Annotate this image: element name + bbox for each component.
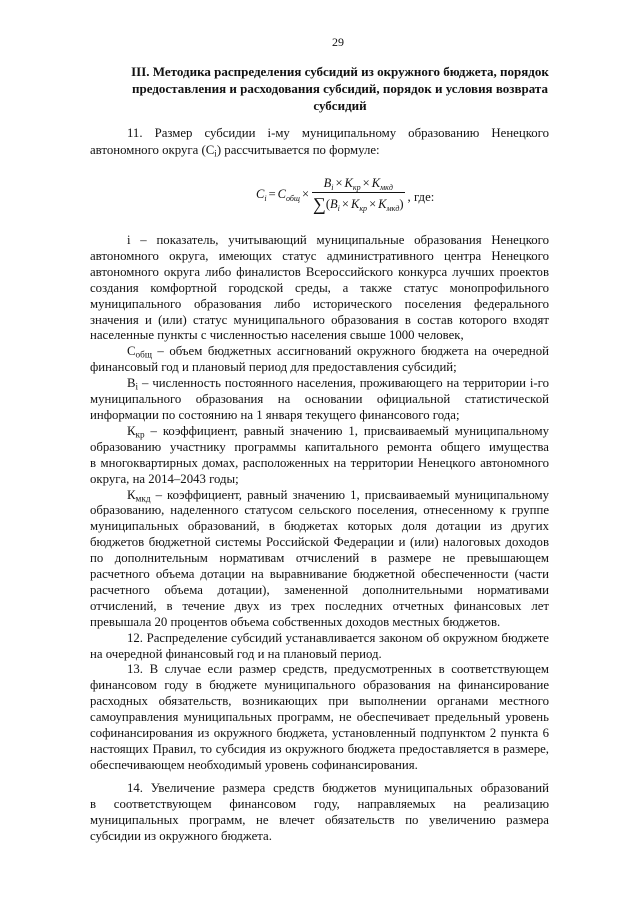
den-k2: K xyxy=(378,196,387,211)
den-b-sub: i xyxy=(337,203,340,213)
formula-definitions-and-clauses xyxy=(90,233,549,844)
definition-b-symbol: В xyxy=(127,376,136,391)
definition-c-total xyxy=(90,344,549,376)
definition-c-total-text: – объем бюджетных ассигнований окружного бюджета на очередной xyxy=(151,344,549,359)
clause-11 xyxy=(90,125,549,159)
clause-11-line-2 xyxy=(90,142,549,159)
definition-i-line-6: значения и (или) статус муниципального образования в состав которого входят xyxy=(90,312,549,327)
clause-12-line-2: на очередной финансовый год и на плановый период. xyxy=(90,646,382,661)
definition-b-line-2: муниципального образования на основании официальной статистической xyxy=(90,392,549,407)
definition-c-total-subscript: общ xyxy=(135,349,152,360)
subsidy-formula xyxy=(256,172,434,216)
num-times-2: × xyxy=(362,175,370,190)
definition-c-total-line-2: финансовый год и плановый период для предоставления субсидий; xyxy=(90,360,457,375)
definition-k-mkd xyxy=(90,488,549,631)
formula-numerator xyxy=(322,174,395,192)
den-times-1: × xyxy=(341,196,349,211)
definition-k-kr-line-1 xyxy=(90,424,549,440)
clause-12-line-1: 12. Распределение субсидий устанавливается законом об окружном бюджете xyxy=(127,630,549,645)
clause-14-line-2: в соответствующем финансовом году, направляемых на реализацию xyxy=(90,796,549,811)
definition-k-kr-symbol: К xyxy=(127,423,136,438)
formula-tail: , где: xyxy=(407,189,435,204)
num-k1: K xyxy=(344,175,353,190)
definition-k-kr xyxy=(90,424,549,488)
clause-11-line-2-rest: ) рассчитывается по формуле: xyxy=(216,143,380,157)
clause-11-line-2-text: автономного округа (С xyxy=(90,143,215,157)
clause-14 xyxy=(90,781,549,845)
definition-k-mkd-line-5: по дополнительным нормативам отчислений в размере не превышающем xyxy=(90,551,549,566)
formula-fraction xyxy=(312,174,405,215)
clause-14-line-3: муниципальных программ, не влечет обязательств по увеличению размера xyxy=(90,812,549,827)
den-open-paren: ( xyxy=(325,196,331,211)
definition-i-line-4: создания комфортной городской среды, а также статус монопрофильного xyxy=(90,280,549,295)
formula-lhs-symbol: C xyxy=(256,186,265,201)
num-k2: K xyxy=(371,175,381,190)
formula-lhs xyxy=(256,187,267,202)
definition-k-kr-subscript: кр xyxy=(135,429,145,440)
sum-symbol: ∑ xyxy=(313,193,326,214)
formula-total-symbol: C xyxy=(277,186,286,201)
den-k1-sub: кр xyxy=(359,203,368,213)
den-close-paren: ) xyxy=(399,196,404,211)
clause-13-line-4: самоуправления муниципальных программ, не обеспечивает предельный уровень xyxy=(90,710,549,725)
clause-13-line-1: 13. В случае если размер средств, предусмотренных в соответствующем xyxy=(127,662,549,677)
section-heading-line-3: субсидий xyxy=(313,98,367,113)
clause-13 xyxy=(90,662,549,773)
num-k1-sub: кр xyxy=(352,182,361,192)
num-times-1: × xyxy=(335,175,343,190)
definition-k-mkd-line-1 xyxy=(90,488,549,504)
formula-equals: = xyxy=(268,186,276,201)
definition-i-line-7: населенные пункты с численностью населения свыше 1000 человек, xyxy=(90,328,464,343)
section-heading xyxy=(100,63,580,114)
definition-b-line-3: информации по состоянию на 1 января текущего финансового года; xyxy=(90,407,460,422)
definition-i-line-1: i – показатель, учитывающий муниципальные образования Ненецкого xyxy=(127,233,549,247)
num-k2-sub: мкд xyxy=(380,182,393,192)
definition-i-line-2: автономного округа, имеющих статус административного центра Ненецкого xyxy=(90,248,549,263)
den-b: B xyxy=(330,196,338,211)
clause-13-line-7: обеспечивающем необходимый уровень софинансирования. xyxy=(90,757,418,772)
definition-k-kr-line-2: образованию участнику программы капитального ремонта общего имущества xyxy=(90,439,549,454)
formula-denominator xyxy=(312,192,405,215)
definition-c-total-symbol: С xyxy=(127,344,136,359)
clause-13-line-6: настоящих Правил, то субсидия из окружного бюджета предоставляется в размере, xyxy=(90,742,549,756)
clause-11-line-1: 11. Размер субсидии i-му муниципальному образованию Ненецкого xyxy=(127,126,549,140)
clause-11-subscript: i xyxy=(214,148,217,159)
formula-times: × xyxy=(301,186,310,201)
den-times-2: × xyxy=(369,196,377,211)
definition-k-mkd-line-2: образованию, наделенного статусом сельского поселения, отнесенному к группе xyxy=(90,503,549,518)
formula-lhs-subscript: i xyxy=(264,193,267,203)
definition-b-text: – численность постоянного населения, проживающего на территории i-го xyxy=(138,376,549,391)
definition-k-kr-line-4: округа, на 2014–2043 годы; xyxy=(90,471,239,486)
clause-13-line-5: софинансирования из окружного бюджета, установленный подпунктом 2 пункта 6 xyxy=(90,726,549,741)
definition-k-mkd-line-8: отчислений, в течение двух из трех последних отчетных финансовых лет xyxy=(90,598,549,613)
section-heading-line-2: предоставления и расходования субсидий, порядок и условия возврата xyxy=(132,81,548,96)
clause-14-line-4: субсидии из окружного бюджета. xyxy=(90,828,272,843)
definition-k-mkd-line-3: муниципальных образований, в бюджетах которых доля дотации из других xyxy=(90,519,549,534)
clause-12 xyxy=(90,631,549,663)
definition-i-line-3: автономного округа либо финалистов Всероссийского конкурса лучших проектов xyxy=(90,264,549,279)
definition-k-mkd-subscript: мкд xyxy=(135,493,151,504)
definition-k-kr-line-3: в многоквартирных домах, расположенных на территории Ненецкого автономного xyxy=(90,455,549,470)
definition-i xyxy=(90,233,549,344)
clause-14-line-1: 14. Увеличение размера средств бюджетов муниципальных образований xyxy=(127,780,549,795)
definition-k-mkd-line-7: расчетного объема дотации), замененной дополнительными нормативами xyxy=(90,582,549,597)
den-k2-sub: мкд xyxy=(386,203,400,213)
den-k1: K xyxy=(350,196,360,211)
definition-k-mkd-line-9: превышала 20 процентов объема собственных доходов местных бюджетов. xyxy=(90,614,501,629)
definition-b-line-1 xyxy=(90,376,549,392)
page-number: 29 xyxy=(332,35,344,49)
definition-b xyxy=(90,376,549,424)
definition-k-mkd-line-6: расчетного объема дотации на выравнивание бюджетной обеспеченности (части xyxy=(90,567,549,582)
num-b-sub: i xyxy=(331,182,334,192)
definition-k-mkd-text: – коэффициент, равный значению 1, присваиваемый муниципальному xyxy=(150,487,549,502)
formula-total-subscript: общ xyxy=(285,193,300,203)
clause-13-line-2: финансовом году в бюджете муниципального образования на финансирование xyxy=(90,678,549,693)
section-heading-line-1: III. Методика распределения субсидий из окружного бюджета, порядок xyxy=(131,64,549,79)
formula-total xyxy=(278,187,300,202)
num-b: B xyxy=(323,175,332,190)
definition-i-line-5: муниципального образования либо исторического поселения федерального xyxy=(90,296,549,311)
definition-k-mkd-symbol: К xyxy=(127,487,136,502)
clause-13-line-3: расходных обязательств, возникающих при выполнении органами местного xyxy=(90,694,549,709)
definition-k-kr-text: – коэффициент, равный значению 1, присваиваемый муниципальному xyxy=(144,423,549,438)
definition-c-total-line-1 xyxy=(90,344,549,360)
definition-k-mkd-line-4: бюджетов бюджетной системы Российской Федерации и (или) налоговых доходов xyxy=(90,535,549,550)
definition-b-subscript: i xyxy=(135,381,139,392)
